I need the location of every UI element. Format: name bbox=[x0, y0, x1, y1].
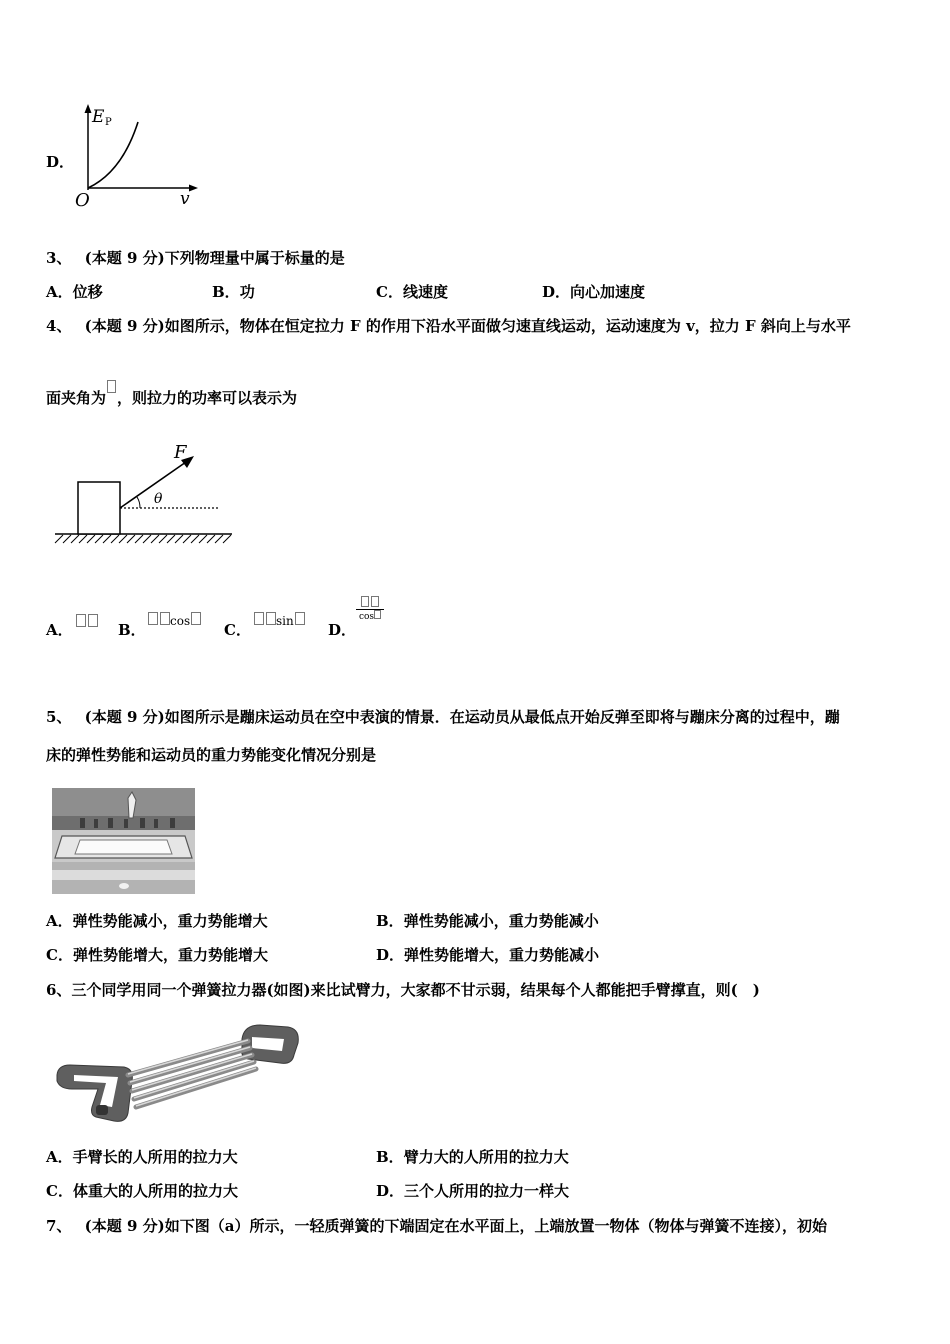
q5-stem-text: (本题 9 分)如图所示是蹦床运动员在空中表演的情景．在运动员从最低点开始反弹至即将与蹦床分离的过程中，蹦 bbox=[84, 708, 840, 726]
q7-stem-text: (本题 9 分)如下图（a）所示，一轻质弹簧的下端固定在水平面上，上端放置一物体（物体与弹簧不连接），初始 bbox=[84, 1217, 827, 1235]
q6-option-a[interactable] bbox=[46, 1147, 238, 1167]
q4-stem-line2 bbox=[46, 380, 297, 408]
q3-option-d[interactable] bbox=[542, 282, 645, 302]
q6-number: 6、 bbox=[46, 981, 72, 999]
q4-option-d-fraction bbox=[356, 596, 384, 622]
origin-label: O bbox=[75, 190, 90, 211]
q4-option-a[interactable] bbox=[46, 620, 73, 640]
q5-option-a-label: A． bbox=[46, 912, 73, 930]
q6-option-d[interactable] bbox=[376, 1181, 569, 1201]
q4-number: 4、 bbox=[46, 317, 72, 335]
q4-stem-line2-pre: 面夹角为 bbox=[46, 389, 107, 407]
q4-stem-line2-post: ，则拉力的功率可以表示为 bbox=[117, 389, 298, 407]
trampoline-photo bbox=[52, 788, 195, 894]
q6-option-c-label: C． bbox=[46, 1182, 73, 1200]
q4-option-a-label: A． bbox=[46, 621, 73, 639]
q4-missing-theta-glyph bbox=[107, 380, 116, 393]
force-label: F bbox=[174, 442, 187, 463]
q5-option-b-label: B． bbox=[376, 912, 404, 930]
q3-option-c-text: 线速度 bbox=[402, 283, 448, 301]
q4-option-c-text: sin bbox=[276, 614, 294, 628]
block bbox=[78, 482, 120, 534]
q5-option-a-text: 弹性势能减小，重力势能增大 bbox=[72, 912, 268, 930]
force-diagram bbox=[50, 440, 240, 550]
q5-option-c-text: 弹性势能增大，重力势能增大 bbox=[72, 946, 268, 964]
q6-stem bbox=[46, 980, 760, 1000]
q3-stem bbox=[46, 248, 345, 268]
q3-option-b[interactable] bbox=[212, 282, 255, 302]
q5-option-d-label: D． bbox=[376, 946, 405, 964]
ep-axis-subscript: P bbox=[105, 117, 112, 128]
q3-option-c[interactable] bbox=[376, 282, 448, 302]
q4-stem-line1 bbox=[46, 316, 851, 336]
q4-option-d-denominator: cos bbox=[358, 612, 375, 622]
q6-option-b-text: 臂力大的人所用的拉力大 bbox=[403, 1148, 569, 1166]
q4-option-c-formula bbox=[254, 612, 305, 628]
q5-option-a[interactable] bbox=[46, 911, 268, 931]
q6-option-d-label: D． bbox=[376, 1182, 405, 1200]
v-axis-label: v bbox=[180, 189, 190, 209]
q3-option-d-label: D． bbox=[542, 283, 571, 301]
q4-option-c[interactable] bbox=[224, 620, 251, 640]
q4-option-b-text: cos bbox=[170, 614, 191, 628]
q5-number: 5、 bbox=[46, 708, 72, 726]
q3-option-d-text: 向心加速度 bbox=[570, 283, 646, 301]
angle-label: θ bbox=[154, 491, 163, 507]
q5-stem-line2: 床的弹性势能和运动员的重力势能变化情况分别是 bbox=[46, 746, 377, 764]
q6-option-a-text: 手臂长的人所用的拉力大 bbox=[72, 1148, 238, 1166]
q4-option-d-label: D． bbox=[328, 621, 357, 639]
q5-option-c[interactable] bbox=[46, 945, 268, 965]
q7-number: 7、 bbox=[46, 1217, 72, 1235]
q4-stem-text: (本题 9 分)如图所示，物体在恒定拉力 F 的作用下沿水平面做匀速直线运动，运动速度为 v，拉力 F 斜向上与水平 bbox=[84, 317, 851, 335]
q3-option-a-label: A． bbox=[46, 283, 73, 301]
q3-number: 3、 bbox=[46, 249, 72, 267]
q5-option-c-label: C． bbox=[46, 946, 73, 964]
q4-option-b-label: B． bbox=[118, 621, 146, 639]
q6-option-a-label: A． bbox=[46, 1148, 73, 1166]
q3-option-b-label: B． bbox=[212, 283, 240, 301]
q6-option-c-text: 体重大的人所用的拉力大 bbox=[72, 1182, 238, 1200]
q4-option-a-formula bbox=[76, 612, 98, 631]
q4-option-b-formula bbox=[148, 612, 201, 628]
q5-option-d-text: 弹性势能增大，重力势能减小 bbox=[404, 946, 600, 964]
q6-stem-text: 三个同学用同一个弹簧拉力器(如图)来比试臂力，大家都不甘示弱，结果每个人都能把手臂撑直，则( ) bbox=[71, 981, 760, 999]
ep-axis-label: E bbox=[92, 107, 105, 127]
q5-option-d[interactable] bbox=[376, 945, 599, 965]
q5-stem-line1 bbox=[46, 707, 840, 727]
q5-option-b[interactable] bbox=[376, 911, 599, 931]
q3-option-a-text: 位移 bbox=[72, 283, 103, 301]
q4-option-b[interactable] bbox=[118, 620, 146, 640]
q7-stem-line1 bbox=[46, 1216, 827, 1236]
ep-v-graph bbox=[70, 100, 205, 212]
q5-option-b-text: 弹性势能减小，重力势能减小 bbox=[403, 912, 599, 930]
q4-option-d[interactable] bbox=[328, 620, 356, 640]
q6-option-b-label: B． bbox=[376, 1148, 404, 1166]
q3-option-a[interactable] bbox=[46, 282, 103, 302]
q4-option-c-label: C． bbox=[224, 621, 251, 639]
q3-option-b-text: 功 bbox=[239, 283, 255, 301]
q6-option-b[interactable] bbox=[376, 1147, 569, 1167]
q2-option-d-label: D． bbox=[46, 153, 75, 171]
q6-option-d-text: 三个人所用的拉力一样大 bbox=[404, 1182, 570, 1200]
q6-option-c[interactable] bbox=[46, 1181, 238, 1201]
q3-stem-text: (本题 9 分)下列物理量中属于标量的是 bbox=[84, 249, 345, 267]
q3-option-c-label: C． bbox=[376, 283, 403, 301]
spring-expander-photo bbox=[52, 1017, 302, 1129]
